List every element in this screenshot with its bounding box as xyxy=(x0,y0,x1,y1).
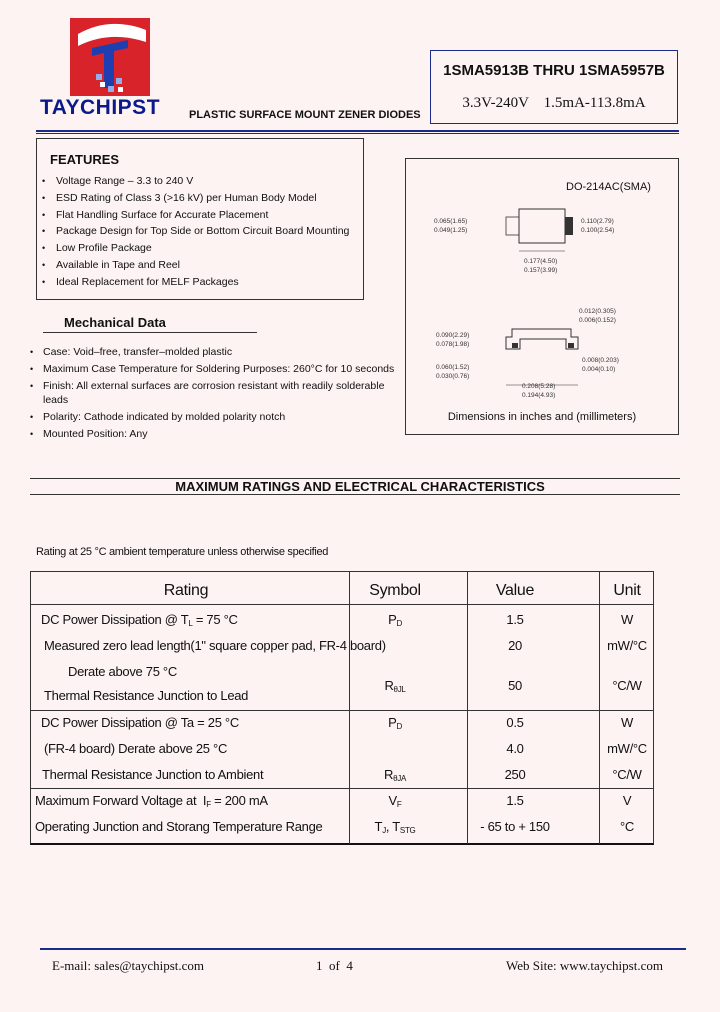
symbol-text: V xyxy=(388,793,397,808)
brand-name: TAYCHIPST xyxy=(40,96,161,119)
list-item: • Maximum Case Temperature for Soldering Purposes: 260°C for 10 seconds xyxy=(30,363,410,377)
rating-text: = 75 °C xyxy=(192,612,238,627)
footer-page-number: 1 of 4 xyxy=(316,958,353,973)
footer-website: Web Site: www.taychipst.com xyxy=(506,958,663,973)
table-row-symbol xyxy=(349,819,441,835)
lead-left xyxy=(506,217,519,235)
rating-text: DC Power Dissipation @ T xyxy=(41,612,189,627)
mechanical-list xyxy=(30,346,410,445)
table-row-unit: mW/°C xyxy=(607,741,647,756)
list-item: • Voltage Range – 3.3 to 240 V xyxy=(42,173,349,190)
table-row-rating: Operating Junction and Storang Temperature Range xyxy=(35,819,323,834)
table-row-value: 0.5 xyxy=(506,715,524,730)
table-row-unit: W xyxy=(621,715,633,730)
dim-label: 0.065(1.65) xyxy=(434,218,468,225)
dim-label: 0.194(4.93) xyxy=(522,392,556,399)
table-row-rating: Measured zero lead length(1" square copper pad, FR-4 board) xyxy=(44,638,386,653)
dim-label: 0.006(0.152) xyxy=(579,317,616,324)
symbol-subscript: θJL xyxy=(393,685,406,694)
list-item: • Package Design for Top Side or Bottom Circuit Board Mounting xyxy=(42,223,349,240)
symbol-subscript: STG xyxy=(399,826,416,835)
symbol-text: R xyxy=(384,678,394,693)
rating-subscript: L xyxy=(188,619,193,628)
package-name: DO-214AC(SMA) xyxy=(566,181,651,193)
cathode-band xyxy=(565,217,573,235)
table-row-symbol xyxy=(349,793,441,809)
list-item: • Finish: All external surfaces are corrosion resistant with readily solderable leads xyxy=(30,380,410,407)
symbol-subscript: J xyxy=(382,826,386,835)
row-divider xyxy=(31,710,653,711)
dim-label: 0.177(4.50) xyxy=(524,258,558,265)
table-row-value: 50 xyxy=(508,678,522,693)
header-value: Value xyxy=(495,582,535,599)
section-rule xyxy=(30,494,680,495)
table-row-unit: °C/W xyxy=(612,767,642,782)
table-row-rating: (FR-4 board) Derate above 25 °C xyxy=(44,741,228,756)
table-row-rating: DC Power Dissipation @ Ta = 25 °C xyxy=(41,715,239,730)
header-unit: Unit xyxy=(613,582,641,599)
list-item: • Available in Tape and Reel xyxy=(42,257,349,274)
table-row-symbol xyxy=(349,767,441,783)
header-divider xyxy=(36,133,679,134)
dim-label: 0.078(1.98) xyxy=(436,341,470,348)
list-item: • Low Profile Package xyxy=(42,240,349,257)
table-row-symbol xyxy=(349,678,441,694)
dim-label: 0.012(0.305) xyxy=(579,308,616,315)
dim-label: 0.090(2.29) xyxy=(436,332,470,339)
table-row-symbol xyxy=(349,715,441,731)
rating-note: Rating at 25 °C ambient temperature unless otherwise specified xyxy=(36,546,329,558)
dim-label: 0.208(5.28) xyxy=(522,383,556,390)
logo-pixel xyxy=(108,86,114,92)
table-row-value: 1.5 xyxy=(506,793,524,808)
list-item: • Flat Handling Surface for Accurate Placement xyxy=(42,207,349,224)
header-divider xyxy=(36,130,679,132)
dim-label: 0.030(0.76) xyxy=(436,373,470,380)
dim-label: 0.100(2.54) xyxy=(581,227,615,234)
mechanical-underline xyxy=(43,332,257,333)
dim-label: 0.008(0.203) xyxy=(582,357,619,364)
table-row-rating: Thermal Resistance Junction to Lead xyxy=(44,688,249,703)
footer-email: E-mail: sales@taychipst.com xyxy=(52,958,205,973)
list-item: • ESD Rating of Class 3 (>16 kV) per Human Body Model xyxy=(42,190,349,207)
features-title: FEATURES xyxy=(50,152,120,167)
list-item: • Case: Void–free, transfer–molded plastic xyxy=(30,346,410,360)
package-outline-drawing xyxy=(406,159,680,409)
table-row-rating xyxy=(41,612,238,628)
dim-label: 0.004(0.10) xyxy=(582,366,616,373)
symbol-subscript: F xyxy=(396,800,402,809)
part-number-title: 1SMA5913B THRU 1SMA5957B xyxy=(443,62,665,79)
lead-foot xyxy=(568,343,574,348)
rating-text: = 200 mA xyxy=(210,793,268,808)
table-row-value: 4.0 xyxy=(506,741,524,756)
symbol-subscript: D xyxy=(396,722,402,731)
symbol-text: P xyxy=(388,612,397,627)
list-item: • Polarity: Cathode indicated by molded polarity notch xyxy=(30,411,410,425)
package-caption: Dimensions in inches and (millimeters) xyxy=(447,411,637,423)
table-row-value: 20 xyxy=(508,638,522,653)
table-row-unit: °C xyxy=(620,819,634,834)
features-box xyxy=(36,138,364,300)
dim-label: 0.110(2.79) xyxy=(581,218,614,225)
dim-label: 0.049(1.25) xyxy=(434,227,468,234)
symbol-subscript: θJA xyxy=(393,774,406,783)
header-rating: Rating xyxy=(163,582,209,599)
package-diagram-box xyxy=(405,158,679,435)
taychipst-logo xyxy=(70,18,150,96)
product-tagline: PLASTIC SURFACE MOUNT ZENER DIODES xyxy=(189,109,421,121)
logo-pixel xyxy=(118,87,123,92)
table-row-value: - 65 to + 150 xyxy=(480,819,550,834)
logo-pixel xyxy=(96,74,102,80)
table-row-unit: W xyxy=(621,612,633,627)
rating-text: Maximum Forward Voltage at I xyxy=(35,793,207,808)
table-row-unit: °C/W xyxy=(612,678,642,693)
symbol-text: , T xyxy=(385,819,400,834)
table-row-value: 1.5 xyxy=(506,612,524,627)
features-list xyxy=(42,173,349,291)
symbol-text: T xyxy=(374,819,383,834)
rating-subscript: F xyxy=(206,800,211,809)
table-row-rating: Thermal Resistance Junction to Ambient xyxy=(42,767,264,782)
symbol-text: P xyxy=(388,715,397,730)
dim-label: 0.060(1.52) xyxy=(436,364,470,371)
header-symbol: Symbol xyxy=(369,582,421,599)
mechanical-data-title: Mechanical Data xyxy=(64,315,166,330)
row-divider xyxy=(31,604,653,605)
ratings-table xyxy=(30,571,654,845)
logo-pixel xyxy=(116,78,122,84)
part-ranges: 3.3V-240V 1.5mA-113.8mA xyxy=(462,95,646,111)
table-row-rating xyxy=(35,793,268,809)
table-row-unit: V xyxy=(622,793,632,808)
table-row-symbol xyxy=(349,612,441,628)
section-title: MAXIMUM RATINGS AND ELECTRICAL CHARACTERISTICS xyxy=(175,479,545,494)
list-item: • Ideal Replacement for MELF Packages xyxy=(42,274,349,291)
symbol-subscript: D xyxy=(396,619,402,628)
package-body-top-view xyxy=(519,209,565,243)
symbol-text: R xyxy=(384,767,394,782)
part-number-box xyxy=(430,50,678,124)
footer-divider xyxy=(40,948,686,950)
list-item: • Mounted Position: Any xyxy=(30,428,410,442)
table-row-rating: Derate above 75 °C xyxy=(68,664,177,679)
dim-label: 0.157(3.99) xyxy=(524,267,558,274)
table-row-value: 250 xyxy=(504,767,526,782)
logo-pixel xyxy=(100,82,105,87)
lead-foot xyxy=(512,343,518,348)
table-row-unit: mW/°C xyxy=(607,638,647,653)
row-divider xyxy=(31,788,653,789)
